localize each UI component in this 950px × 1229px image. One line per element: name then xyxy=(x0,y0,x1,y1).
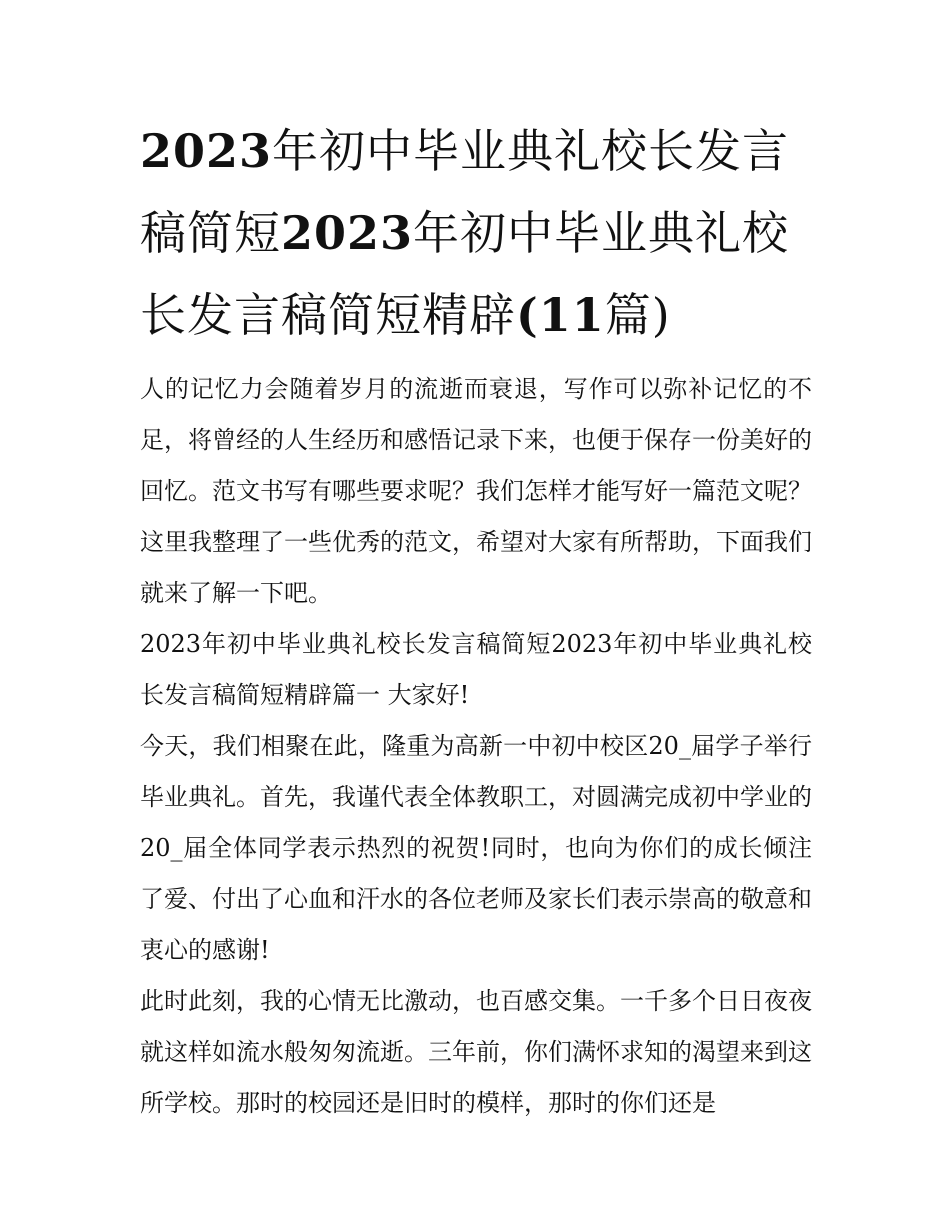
title-count: (11 xyxy=(516,288,605,342)
body-paragraph: 此时此刻，我的心情无比激动，也百感交集。一千多个日日夜夜就这样如流水般匆匆流逝。三年前，你们满怀求知的渴望来到这所学校。那时的校园还是旧时的模样，那时的你们还是 xyxy=(140,987,812,1117)
body-paragraph: 今天，我们相聚在此，隆重为高新一中初中校区20_届学子举行毕业典礼。首先，我谨代表全体教职工，对圆满完成初中学业的20_届全体同学表示热烈的祝贺!同时，也向为你们的成长倾注了爱、付出了心血和汗水的各位老师及家长们表示崇高的敬意和衷心的感谢! xyxy=(140,732,812,964)
title-text-2: 年初中毕业典礼校长发言稿简短精辟 xyxy=(140,206,790,342)
intro-paragraph: 人的记忆力会随着岁月的流逝而衰退，写作可以弥补记忆的不足，将曾经的人生经历和感悟记录下来，也便于保存一份美好的回忆。范文书写有哪些要求呢？我们怎样才能写好一篇范文呢？这里我整理了一些优秀的范文，希望对大家有所帮助，下面我们就来了解一下吧。 xyxy=(140,375,812,607)
section-heading-paragraph: 2023年初中毕业典礼校长发言稿简短2023年初中毕业典礼校长发言稿简短精辟篇一 大家好! xyxy=(140,630,812,709)
document-title xyxy=(140,110,812,356)
title-suffix: 篇) xyxy=(604,288,671,342)
title-text-1: 年初中毕业典礼校长发言稿简短 xyxy=(140,124,790,260)
document-page xyxy=(140,110,812,1129)
title-year-1: 2023 xyxy=(140,124,273,178)
title-year-2: 2023 xyxy=(281,206,414,260)
